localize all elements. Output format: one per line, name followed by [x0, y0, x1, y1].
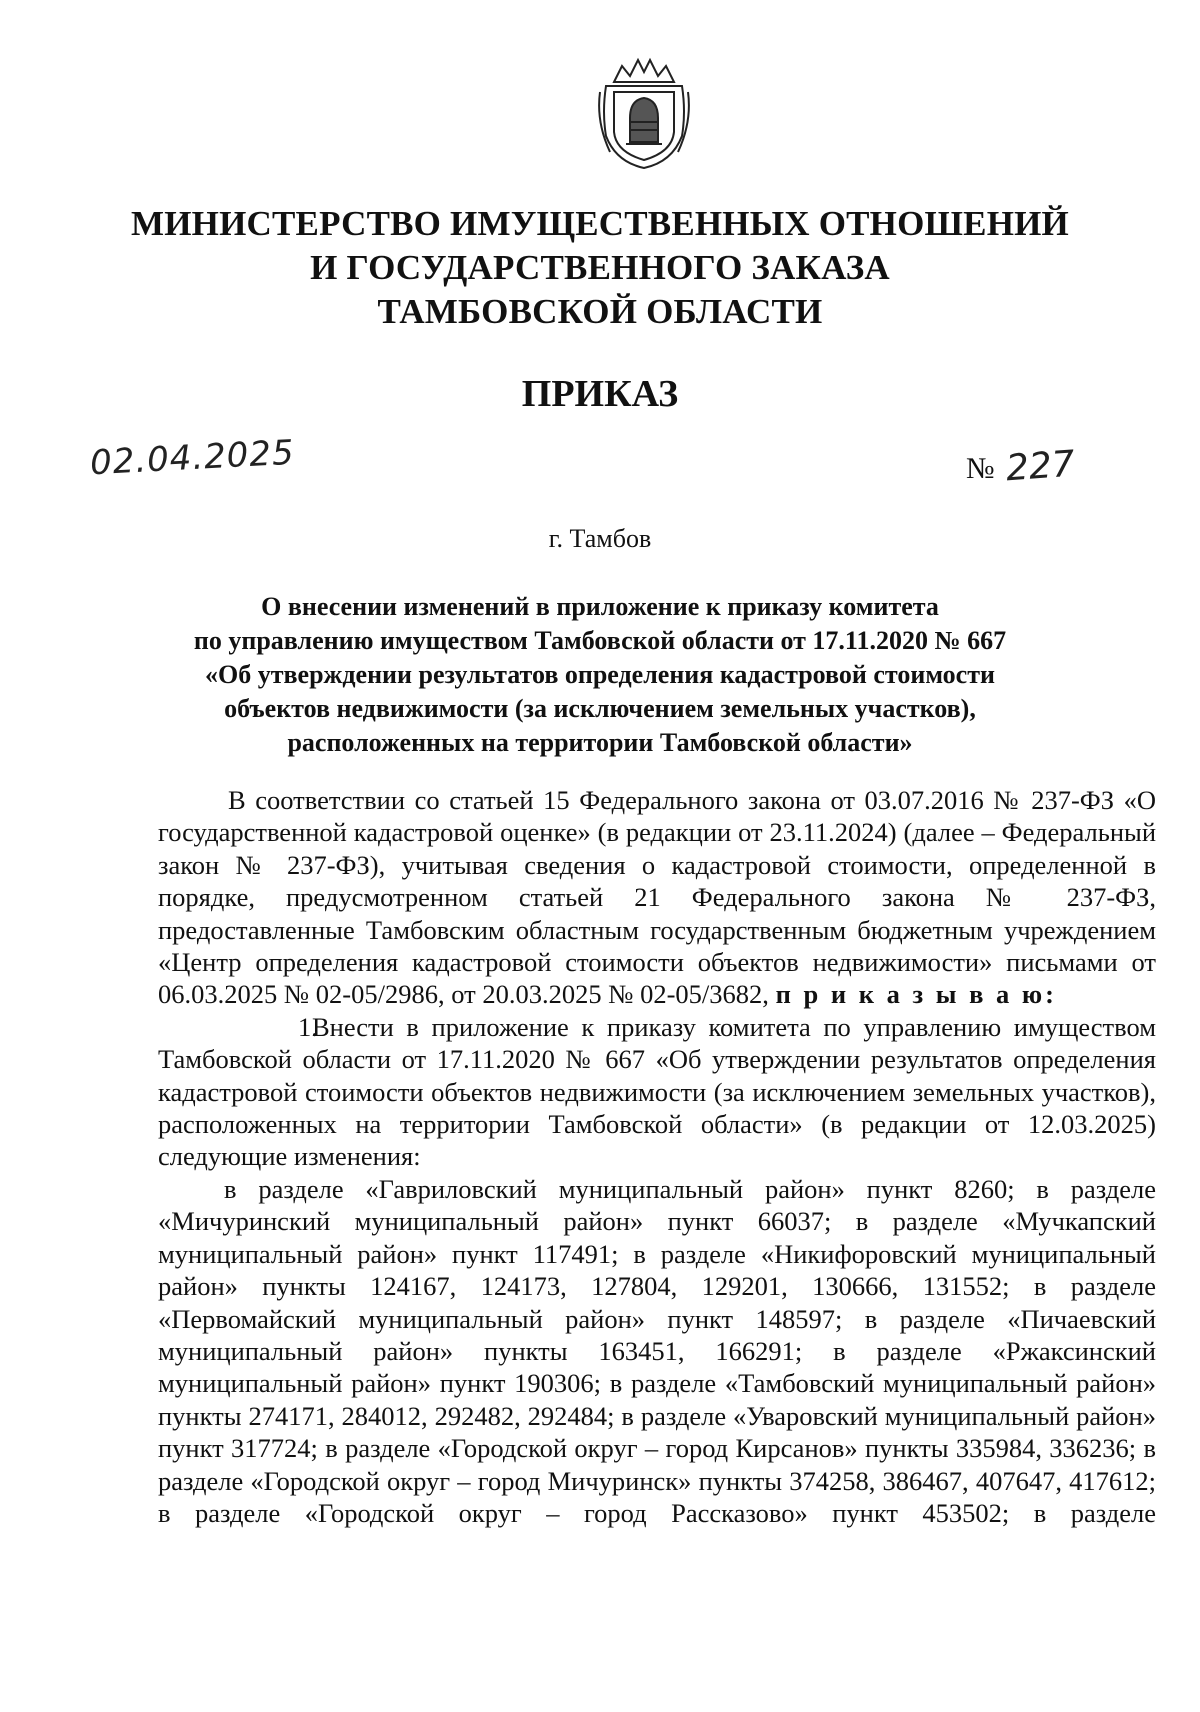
document-body: [158, 784, 1156, 1529]
handwritten-number: 227: [1004, 443, 1077, 490]
ministry-name: [0, 202, 1200, 334]
coat-of-arms-emblem: [596, 52, 692, 172]
order-command: п р и к а з ы в а ю:: [775, 979, 1057, 1010]
item-1-text: Внести в приложение к приказу комитета по управлению имуществом Тамбовской области от 17.11.2020 № 667 «Об утверждении результатов определения кадастровой стоимости объектов недвижимости (за исключением земельных участков), расположенных на территории Тамбовской области» (в редакции от 12.03.2025) следующие изменения:: [158, 1011, 1156, 1172]
ministry-line-2: И ГОСУДАРСТВЕННОГО ЗАКАЗА: [310, 248, 890, 287]
item-1-paragraph: [158, 1011, 1156, 1173]
city-name: г. Тамбов: [548, 524, 652, 553]
number-sign: №: [966, 452, 995, 485]
subject-line-4: объектов недвижимости (за исключением земельных участков),: [224, 694, 976, 723]
subject-line-2: по управлению имуществом Тамбовской области от 17.11.2020 № 667: [193, 626, 1007, 655]
preamble-text: В соответствии со статьей 15 Федерального закона от 03.07.2016 № 237-ФЗ «О государственной кадастровой оценке» (в редакции от 23.11.2024) (далее – Федеральный закон № 237-ФЗ), учитывая сведения о кадастровой стоимости, определенной в порядке, предусмотренном статьей 21 Федерального закона № 237-ФЗ, предоставленные Тамбовским областным государственным бюджетным учреждением «Центр определения кадастровой стоимости объектов недвижимости» письмами от 06.03.2025 № 02-05/2986, от 20.03.2025 № 02-05/3682,: [158, 785, 1156, 1010]
ministry-line-3: ТАМБОВСКОЙ ОБЛАСТИ: [377, 292, 823, 331]
order-number: [966, 443, 1077, 490]
preamble-paragraph: [158, 784, 1156, 1011]
changes-paragraph: в разделе «Гавриловский муниципальный район» пункт 8260; в разделе «Мичуринский муниципальный район» пункт 66037; в разделе «Мучкапский муниципальный район» пункт 117491; в разделе «Никифоровский муниципальный район» пункты 124167, 124173, 127804, 129201, 130666, 131552; в разделе «Первомайский муниципальный район» пункт 148597; в разделе «Пичаевский муниципальный район» пункты 163451, 166291; в разделе «Ржаксинский муниципальный район» пункт 190306; в разделе «Тамбовский муниципальный район» пункты 274171, 284012, 292482, 292484; в разделе «Уваровский муниципальный район» пункт 317724; в разделе «Городской округ – город Кирсанов» пункты 335984, 336236; в разделе «Городской округ – город Мичуринск» пункты 374258, 386467, 407647, 417612; в разделе «Городской округ – город Рассказово» пункт 453502; в разделе: [158, 1173, 1156, 1528]
document-type-title: ПРИКАЗ: [521, 373, 679, 415]
ministry-line-1: МИНИСТЕРСТВО ИМУЩЕСТВЕННЫХ ОТНОШЕНИЙ: [131, 204, 1069, 243]
subject-line-5: расположенных на территории Тамбовской области»: [287, 728, 913, 757]
handwritten-date: 02.04.2025: [89, 432, 296, 484]
order-subject: [150, 590, 1050, 760]
item-1-number: 1.: [298, 1011, 318, 1042]
subject-line-1: О внесении изменений в приложение к приказу комитета: [261, 592, 939, 621]
subject-line-3: «Об утверждении результатов определения кадастровой стоимости: [205, 660, 995, 689]
